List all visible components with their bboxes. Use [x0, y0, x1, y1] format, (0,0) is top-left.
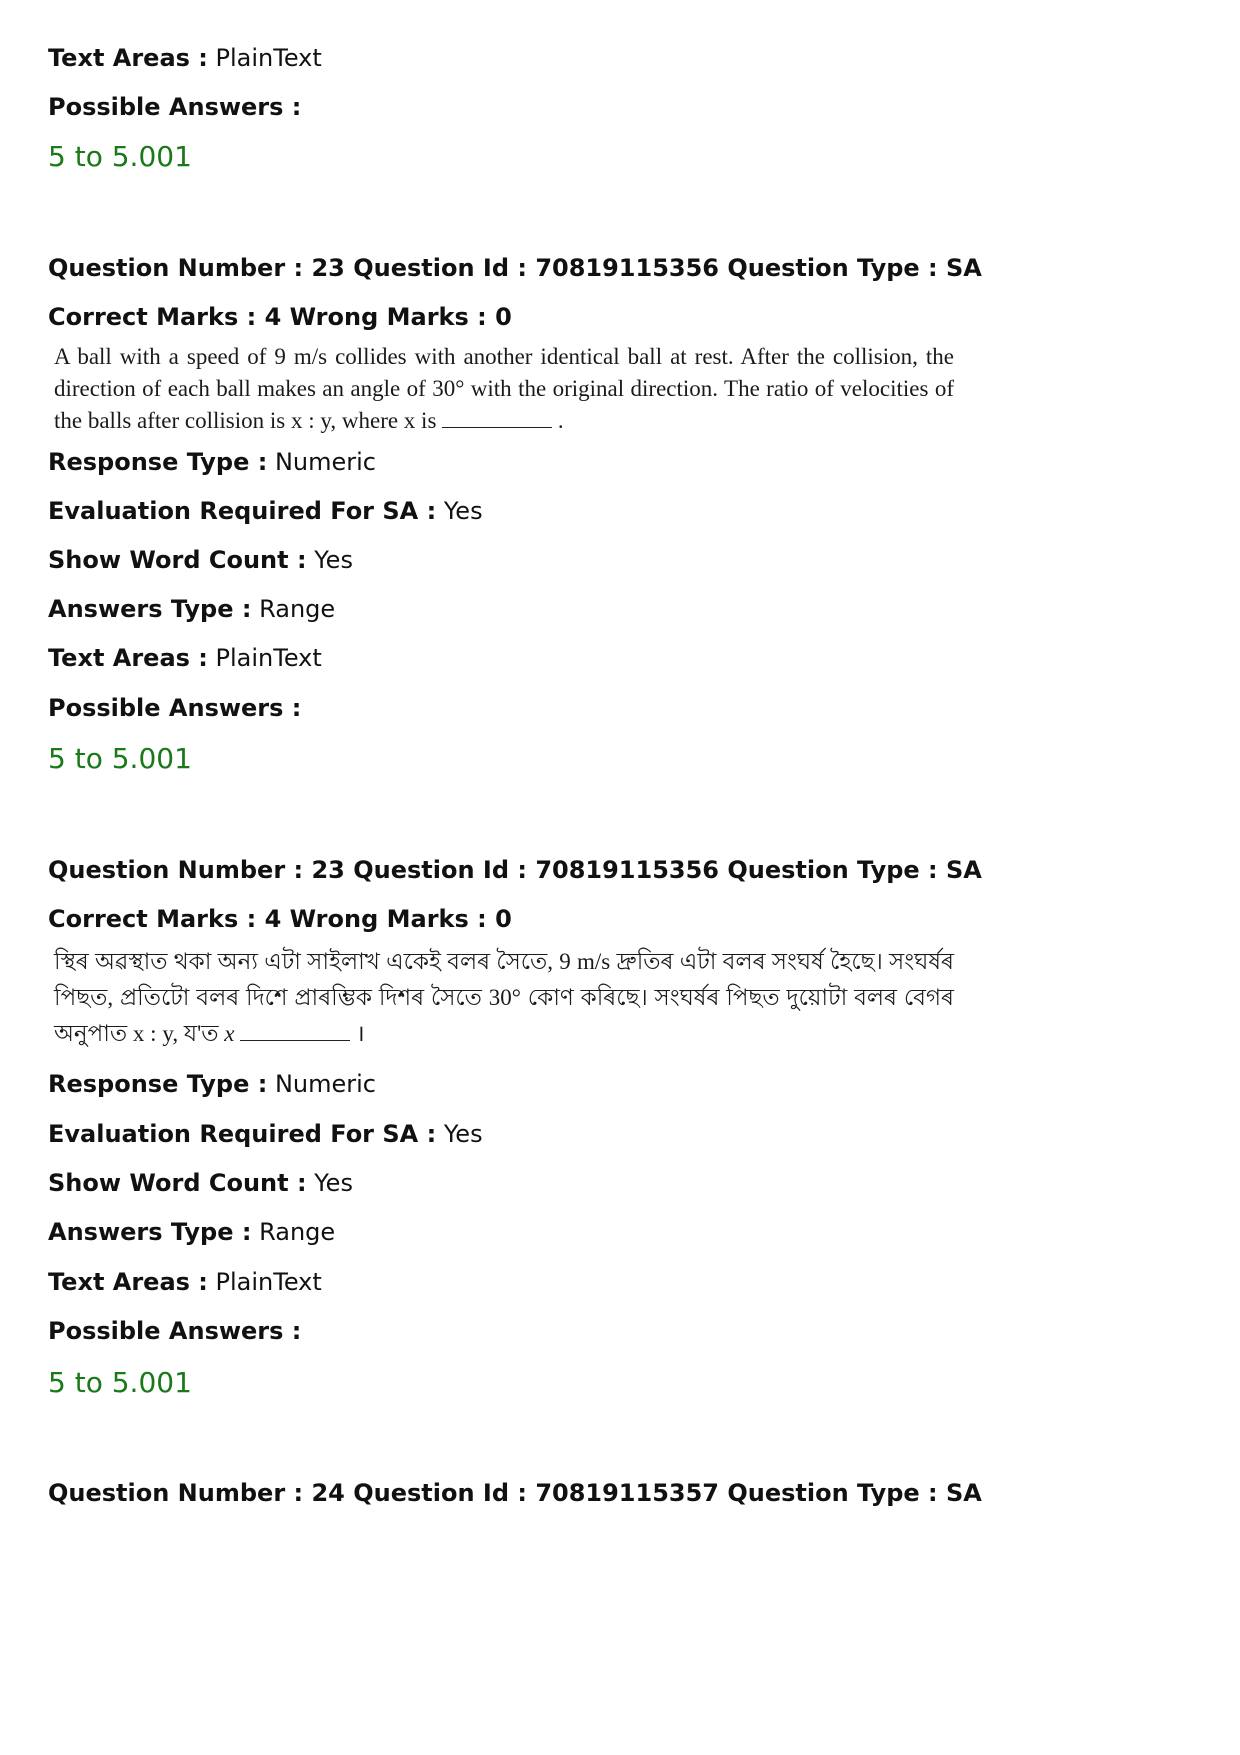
text-areas-value: PlainText [215, 644, 322, 672]
possible-answer-value: 5 to 5.001 [48, 1366, 192, 1399]
question-body: A ball with a speed of 9 m/s collides with another identical ball at rest. After the collision, the direction of each ball makes an angle of 30° with the original direction. The ratio of velocities of the balls after collision is x : y, where x is [54, 344, 954, 433]
answer-blank [442, 411, 552, 428]
response-type-label: Response Type : [48, 448, 268, 476]
text-areas-value: PlainText [215, 1268, 322, 1296]
response-type-row [48, 1070, 376, 1098]
possible-answer-value: 5 to 5.001 [48, 140, 192, 173]
text-areas-row [48, 644, 322, 672]
answers-type-label: Answers Type : [48, 1218, 252, 1246]
question-body: স্থিৰ অৱস্থাত থকা অন্য এটা সাইলাখ একেই বলৰ সৈতে, 9 m/s দ্ৰুতিৰ এটা বলৰ সংঘৰ্ষ হৈছে। সংঘৰ্ষৰ পিছত, প্ৰতিটো বলৰ দিশে প্ৰাৰম্ভিক দিশৰ সৈতে 30° কোণ কৰিছে। সংঘৰ্ষৰ পিছত দুয়োটা বলৰ বেগৰ অনুপাত x : y, য'ত [54, 949, 954, 1046]
response-type-value: Numeric [274, 1070, 376, 1098]
possible-answers-row [48, 694, 301, 722]
question-text [54, 944, 954, 1052]
possible-answers-label: Possible Answers : [48, 694, 302, 722]
evaluation-label: Evaluation Required For SA : [48, 497, 437, 525]
question-end: . [557, 408, 564, 433]
marks-row [48, 905, 512, 933]
question-header-text: Question Number : 23 Question Id : 70819115356 Question Type : SA [48, 254, 982, 282]
response-type-row [48, 448, 376, 476]
answers-type-row [48, 1218, 335, 1246]
evaluation-label: Evaluation Required For SA : [48, 1120, 437, 1148]
question-header [48, 254, 982, 282]
text-areas-value: PlainText [215, 44, 322, 72]
possible-answers-row [48, 1317, 301, 1345]
evaluation-value: Yes [443, 1120, 483, 1148]
text-areas-label: Text Areas : [48, 644, 208, 672]
question-var: x [224, 1021, 235, 1046]
answers-type-value: Range [259, 595, 336, 623]
evaluation-row [48, 1120, 483, 1148]
marks-text: Correct Marks : 4 Wrong Marks : 0 [48, 905, 512, 933]
marks-row [48, 303, 512, 331]
question-header [48, 856, 982, 884]
word-count-row [48, 546, 353, 574]
answers-type-value: Range [259, 1218, 336, 1246]
text-areas-label: Text Areas : [48, 44, 208, 72]
answers-type-label: Answers Type : [48, 595, 252, 623]
word-count-label: Show Word Count : [48, 1169, 307, 1197]
word-count-row [48, 1169, 353, 1197]
word-count-value: Yes [314, 1169, 353, 1197]
possible-answers-row [48, 93, 301, 121]
possible-answer-value: 5 to 5.001 [48, 742, 192, 775]
evaluation-row [48, 497, 483, 525]
answer-blank [240, 1024, 350, 1041]
text-areas-row [48, 44, 322, 72]
question-header-text: Question Number : 23 Question Id : 70819115356 Question Type : SA [48, 856, 982, 884]
possible-answers-label: Possible Answers : [48, 1317, 302, 1345]
text-areas-row [48, 1268, 322, 1296]
possible-answers-label: Possible Answers : [48, 93, 302, 121]
question-end: । [355, 1021, 365, 1046]
text-areas-label: Text Areas : [48, 1268, 208, 1296]
marks-text: Correct Marks : 4 Wrong Marks : 0 [48, 303, 512, 331]
question-header [48, 1479, 982, 1507]
question-text [54, 341, 954, 437]
question-header-text: Question Number : 24 Question Id : 70819115357 Question Type : SA [48, 1479, 982, 1507]
evaluation-value: Yes [443, 497, 483, 525]
word-count-value: Yes [314, 546, 353, 574]
response-type-value: Numeric [274, 448, 376, 476]
response-type-label: Response Type : [48, 1070, 268, 1098]
word-count-label: Show Word Count : [48, 546, 307, 574]
answers-type-row [48, 595, 335, 623]
